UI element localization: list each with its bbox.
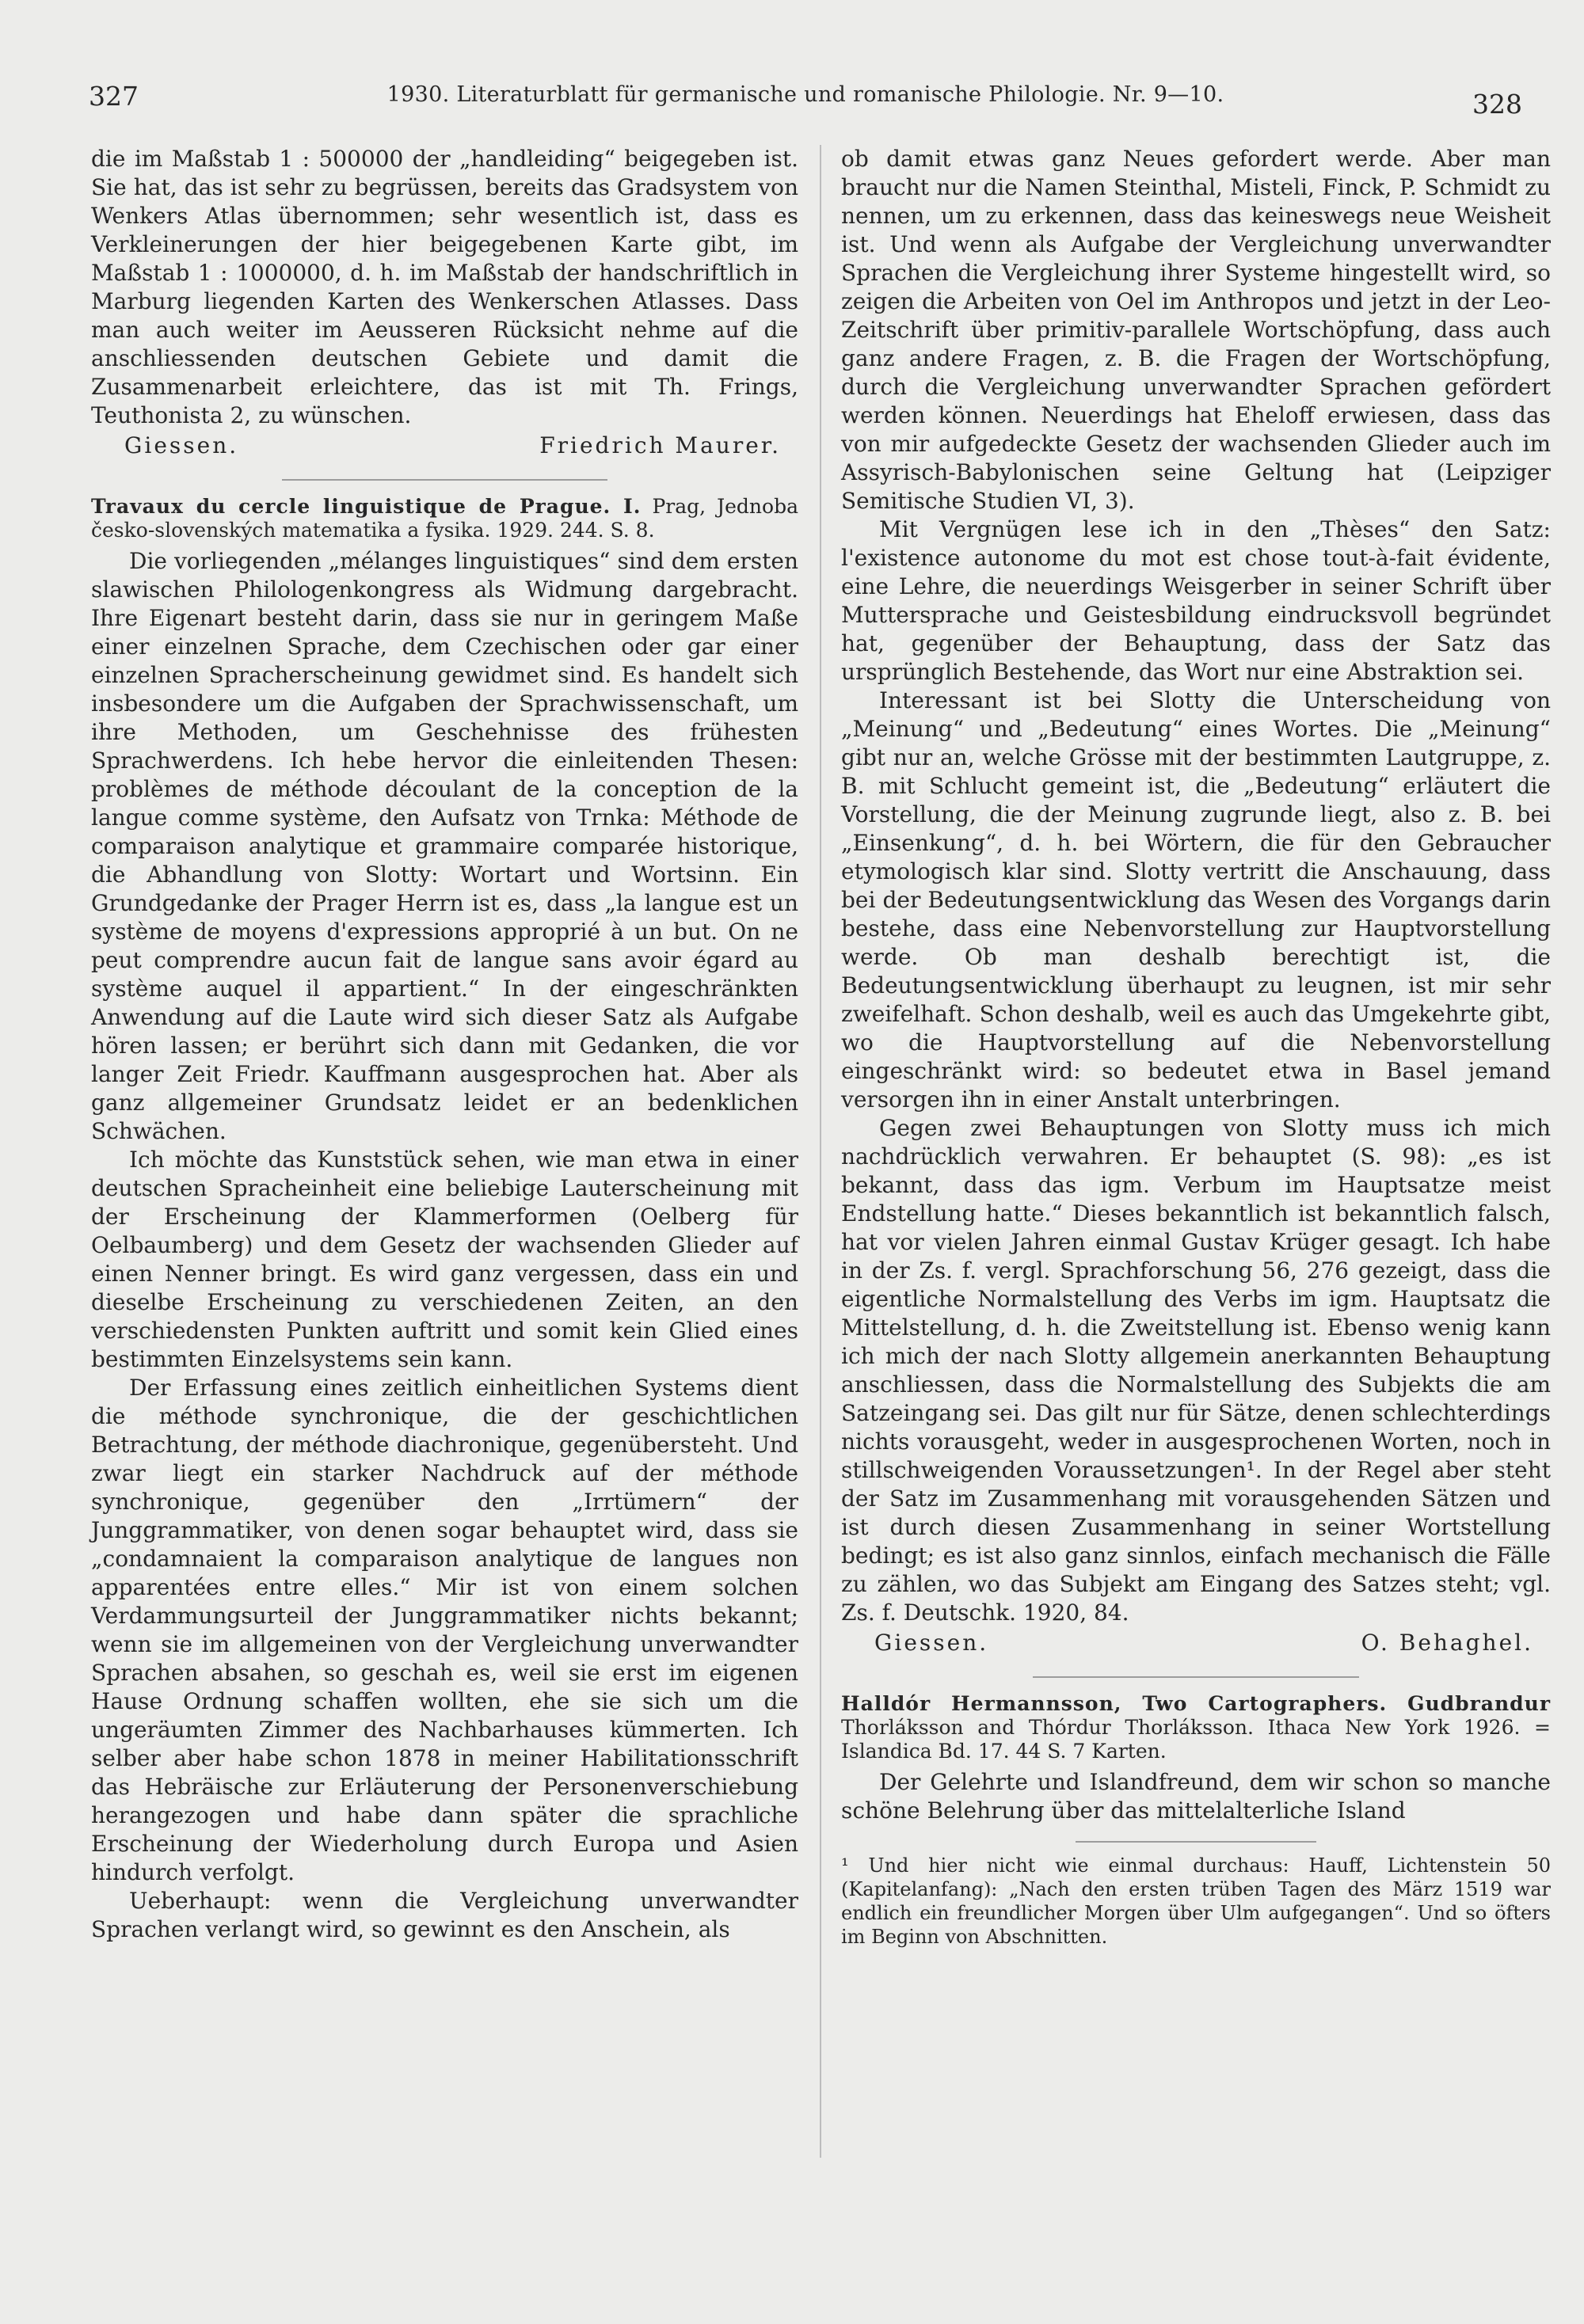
running-title: 1930. Literaturblatt für germanische und romanische Philologie. Nr. 9—10. — [386, 82, 1224, 107]
paragraph: Gegen zwei Behauptungen von Slotty muss ich mich nachdrücklich verwahren. Er behauptet (S. 98): „es ist bekannt, dass das igm. Verbum im Hauptsatze meist Endstellung hatte.“ Dieses bekanntlich ist bekanntlich falsch, hat vor vielen Jahren einmal Gustav Krüger gesagt. Ich habe in der Zs. f. vergl. Sprachforschung 56, 276 gezeigt, dass die eigentliche Normalstellung des Verbs im igm. Hauptsatz die Mittelstellung, d. h. die Zweitstellung ist. Ebenso wenig kann ich mich der nach Slotty allgemein anerkannten Behauptung anschliessen, dass die Normalstellung des Subjekts die am Satzeingang sei. Das gilt nur für Sätze, denen schlechterdings nichts vorausgeht, weder in ausgesprochenen Worten, noch in stillschweigenden Voraussetzungen¹. In der Regel aber steht der Satz im Zusammenhang mit vorausgehenden Sätzen und ist durch diesen Zusammenhang in seiner Wortstellung bedingt; es ist also ganz sinnlos, einfach mechanisch die Fälle zu zählen, wo das Subjekt am Eingang des Satzes steht; vgl. Zs. f. Deutschk. 1920, 84. — [841, 1115, 1551, 1626]
paragraph: Ich möchte das Kunststück sehen, wie man etwa in einer deutschen Spracheinheit eine beliebige Lauterscheinung mit der Erscheinung der Klammerformen (Oelberg für Oelbaumberg) und dem Gesetz der wachsenden Glieder auf einen Nenner bringt. Es wird ganz vergessen, dass ein und dieselbe Erscheinung zu verschiedenen Zeiten, an den verschiedensten Punkten auftritt und somit kein Glied eines bestimmten Einzelsystems sein kann. — [91, 1147, 798, 1372]
review-details: Thorláksson and Thórdur Thorláksson. Ithaca New York 1926. = Islandica Bd. 17. 44 S. 7 Karten. — [841, 1716, 1551, 1763]
review-details: Prag, Jednoba česko-slovenských matematika a fysika. 1929. 244. S. 8. — [91, 495, 798, 542]
paragraph: Interessant ist bei Slotty die Unterscheidung von „Meinung“ und „Bedeutung“ eines Wortes. Die „Meinung“ gibt nur an, welche Grösse mit der bestimmten Lautgruppe, z. B. mit Schlucht gemeint ist, die „Bedeutung“ erläutert die Vorstellung, die der Meinung zugrunde liegt, also z. B. bei „Einsenkung“, d. h. bei Wörtern, die für den Gebraucher etymologisch klar sind. Slotty vertritt die Anschauung, dass bei der Bedeutungsentwicklung das Wesen des Vorgangs darin bestehe, dass eine Nebenvorstellung zur Hauptvorstellung werde. Ob man deshalb berechtigt ist, die Bedeutungsentwicklung überhaupt zu leugnen, ist mir sehr zweifelhaft. Schon deshalb, weil es auch das Umgekehrte gibt, wo die Hauptvorstellung auf die Nebenvorstellung eingeschränkt wird: so bedeutet etwa in Basel jemand versorgen ihn in einer Anstalt unterbringen. — [841, 687, 1551, 1113]
signature — [841, 1627, 1551, 1657]
paragraph: Der Gelehrte und Islandfreund, dem wir schon so manche schöne Belehrung über das mittelalterliche Island — [841, 1769, 1551, 1824]
signature-name: Friedrich Maurer. — [539, 432, 781, 458]
signature-name: O. Behaghel. — [1361, 1630, 1533, 1656]
paragraph: Der Erfassung eines zeitlich einheitlichen Systems dient die méthode synchronique, die der geschichtlichen Betrachtung, der méthode diachronique, gegenübersteht. Und zwar liegt ein starker Nachdruck auf der méthode synchronique, gegenüber den „Irrtümern“ der Junggrammatiker, von denen sogar behauptet wird, dass sie „condamnaient la comparaison analytique de langues non apparentées entre elles.“ Mir ist von einem solchen Verdammungsurteil der Junggrammatiker nichts bekannt; wenn sie im allgemeinen von der Vergleichung unverwandter Sprachen absahen, so geschah es, weil sie erst im eigenen Hause Ordnung schaffen wollten, ehe sie sich um die ungeräumten Zimmer des Nachbarhauses kümmerten. Ich selber aber habe schon 1878 in meiner Habilitationsschrift das Hebräische zur Erläuterung der Personenverschiebung herangezogen und habe dann später die sprachliche Erscheinung der Wiederholung durch Europa und Asien hindurch verfolgt. — [91, 1375, 798, 1885]
paragraph: die im Maßstab 1 : 500000 der „handleiding“ beigegeben ist. Sie hat, das ist sehr zu begrüssen, bereits das Gradsystem von Wenkers Atlas übernommen; sehr wesentlich ist, dass es Verkleinerungen der hier beigegebenen Karte gibt, im Maßstab 1 : 1000000, d. h. im Maßstab der handschriftlich in Marburg liegenden Karten des Wenkerschen Atlasses. Dass man auch weiter im Aeusseren Rücksicht nehme auf die anschliessenden deutschen Gebiete und damit die Zusammenarbeit erleichtere, das ist mit Th. Frings, Teuthonista 2, zu wünschen. — [91, 146, 798, 428]
signature-place: Giessen. — [874, 1630, 989, 1656]
page-number-left: 327 — [89, 81, 139, 112]
section-separator — [282, 479, 607, 481]
review-title: Travaux du cercle linguistique de Prague. I. — [91, 495, 642, 518]
review-heading — [91, 495, 798, 542]
page-header — [89, 78, 1522, 120]
review-heading — [841, 1692, 1551, 1763]
footnote: ¹ Und hier nicht wie einmal durchaus: Hauff, Lichtenstein 50 (Kapitelanfang): „Nach den ersten trüben Tagen des März 1519 war endlich ein freundlicher Morgen über Ulm aufgegangen“. Und so öfters im Beginn von Abschnitten. — [841, 1854, 1551, 1948]
left-column — [91, 145, 798, 1944]
signature-place: Giessen. — [124, 432, 239, 458]
footnote-separator — [1076, 1841, 1317, 1843]
signature — [91, 430, 798, 460]
paragraph: ob damit etwas ganz Neues gefordert werde. Aber man braucht nur die Namen Steinthal, Misteli, Finck, P. Schmidt zu nennen, um zu erkennen, dass das keineswegs neue Weisheit ist. Und wenn als Aufgabe der Vergleichung unverwandter Sprachen die Vergleichung ihrer Systeme hingestellt wird, so zeigen die Arbeiten von Oel im Anthropos und jetzt in der Leo-Zeitschrift über primitiv-parallele Wortschöpfung, dass auch ganz andere Fragen, z. B. die Fragen der Wortschöpfung, durch die Vergleichung unverwandter Sprachen gefördert werden können. Neuerdings hat Eheloff erwiesen, dass das von mir aufgedeckte Gesetz der wachsenden Glieder auch im Assyrisch-Babylonischen seine Geltung hat (Leipziger Semitische Studien VI, 3). — [841, 146, 1551, 514]
review-title: Halldór Hermannsson, Two Cartographers. Gudbrandur — [841, 1692, 1551, 1715]
right-column — [841, 145, 1551, 1949]
section-separator — [1033, 1676, 1359, 1678]
column-divider — [820, 145, 821, 2158]
paragraph: Die vorliegenden „mélanges linguistiques“ sind dem ersten slawischen Philologenkongress als Widmung dargebracht. Ihre Eigenart besteht darin, dass sie nur in geringem Maße einer einzelnen Sprache, dem Czechischen oder gar einer einzelnen Spracherscheinung gewidmet sind. Es handelt sich insbesondere um die Aufgaben der Sprachwissenschaft, um ihre Methoden, um Geschehnisse des frühesten Sprachwerdens. Ich hebe hervor die einleitenden Thesen: problèmes de méthode découlant de la conception de la langue comme système, den Aufsatz von Trnka: Méthode de comparaison analytique et grammaire comparée historique, die Abhandlung von Slotty: Wortart und Wortsinn. Ein Grundgedanke der Prager Herrn ist es, dass „la langue est un système de moyens d'expressions approprié à un but. On ne peut comprendre aucun fait de langue sans avoir égard au système auquel il appartient.“ In der eingeschränkten Anwendung auf die Laute wird sich dieser Satz als Aufgabe hören lassen; er berührt sich dann mit Gedanken, die vor langer Zeit Friedr. Kauffmann ausgesprochen hat. Aber als ganz allgemeiner Grundsatz leidet er an bedenklichen Schwächen. — [91, 548, 798, 1144]
paragraph: Ueberhaupt: wenn die Vergleichung unverwandter Sprachen verlangt wird, so gewinnt es den Anschein, als — [91, 1888, 798, 1942]
page-number-right: 328 — [1472, 89, 1522, 120]
paragraph: Mit Vergnügen lese ich in den „Thèses“ den Satz: l'existence autonome du mot est chose tout-à-fait évidente, eine Lehre, die neuerdings Weisgerber in seiner Schrift über Muttersprache und Geistesbildung eindrucksvoll begründet hat, gegenüber der Behauptung, dass der Satz das ursprünglich Bestehende, das Wort nur eine Abstraktion sei. — [841, 516, 1551, 685]
